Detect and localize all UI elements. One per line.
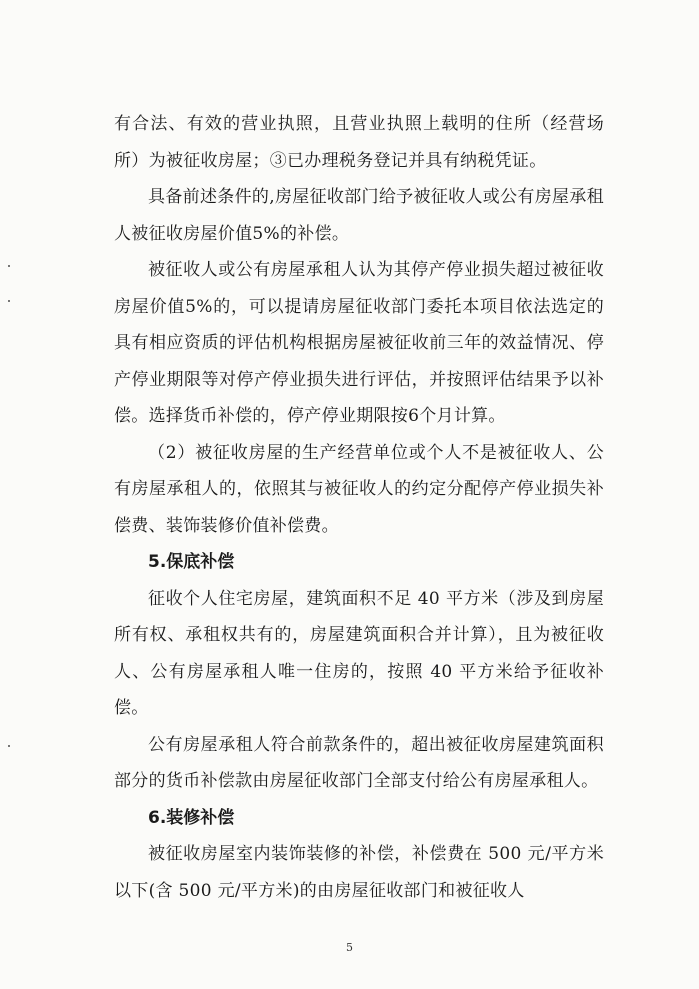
heading-minimum-compensation: 5.保底补偿 xyxy=(148,552,235,572)
page-number: 5 xyxy=(346,941,353,954)
paragraph-five-percent-compensation: 具备前述条件的,房屋征收部门给予被征收人或公有房屋承租人被征收房屋价值5%的补偿。 xyxy=(114,187,604,244)
heading-decoration-compensation: 6.装修补偿 xyxy=(148,807,235,828)
document-body xyxy=(114,106,604,909)
paragraph-operator-not-owner: （2）被征收房屋的生产经营单位或个人不是被征收人、公有房屋承租人的，依照其与被征收人的约定分配停产停业损失补偿费、装饰装修价值补偿费。 xyxy=(114,442,604,536)
paragraph-loss-assessment: 被征收人或公有房屋承租人认为其停产停业损失超过被征收房屋价值5%的，可以提请房屋征收部门委托本项目依法选定的具有相应资质的评估机构根据房屋被征收前三年的效益情况、停产停业期限等对停产停业损失进行评估，并按照评估结果予以补偿。选择货币补偿的，停产停业期限按6个月计算。 xyxy=(114,260,604,426)
paragraph-minimum-area: 征收个人住宅房屋，建筑面积不足 40 平方米（涉及到房屋所有权、承租权共有的，房屋建筑面积合并计算），且为被征收人、公有房屋承租人唯一住房的，按照 40 平方米给予征收补偿。 xyxy=(114,588,604,718)
paragraph-business-license: 有合法、有效的营业执照，且营业执照上载明的住所（经营场所）为被征收房屋；③已办理税务登记并具有纳税凭证。 xyxy=(114,114,604,171)
scan-speck xyxy=(8,300,10,302)
paragraph-public-tenant: 公有房屋承租人符合前款条件的，超出被征收房屋建筑面积部分的货币补偿款由房屋征收部门全部支付给公有房屋承租人。 xyxy=(114,734,604,791)
scan-speck xyxy=(8,745,10,747)
scan-speck xyxy=(8,265,10,267)
paragraph-decoration-fee: 被征收房屋室内装饰装修的补偿，补偿费在 500 元/平方米以下(含 500 元/平方米)的由房屋征收部门和被征收人 xyxy=(114,844,604,901)
